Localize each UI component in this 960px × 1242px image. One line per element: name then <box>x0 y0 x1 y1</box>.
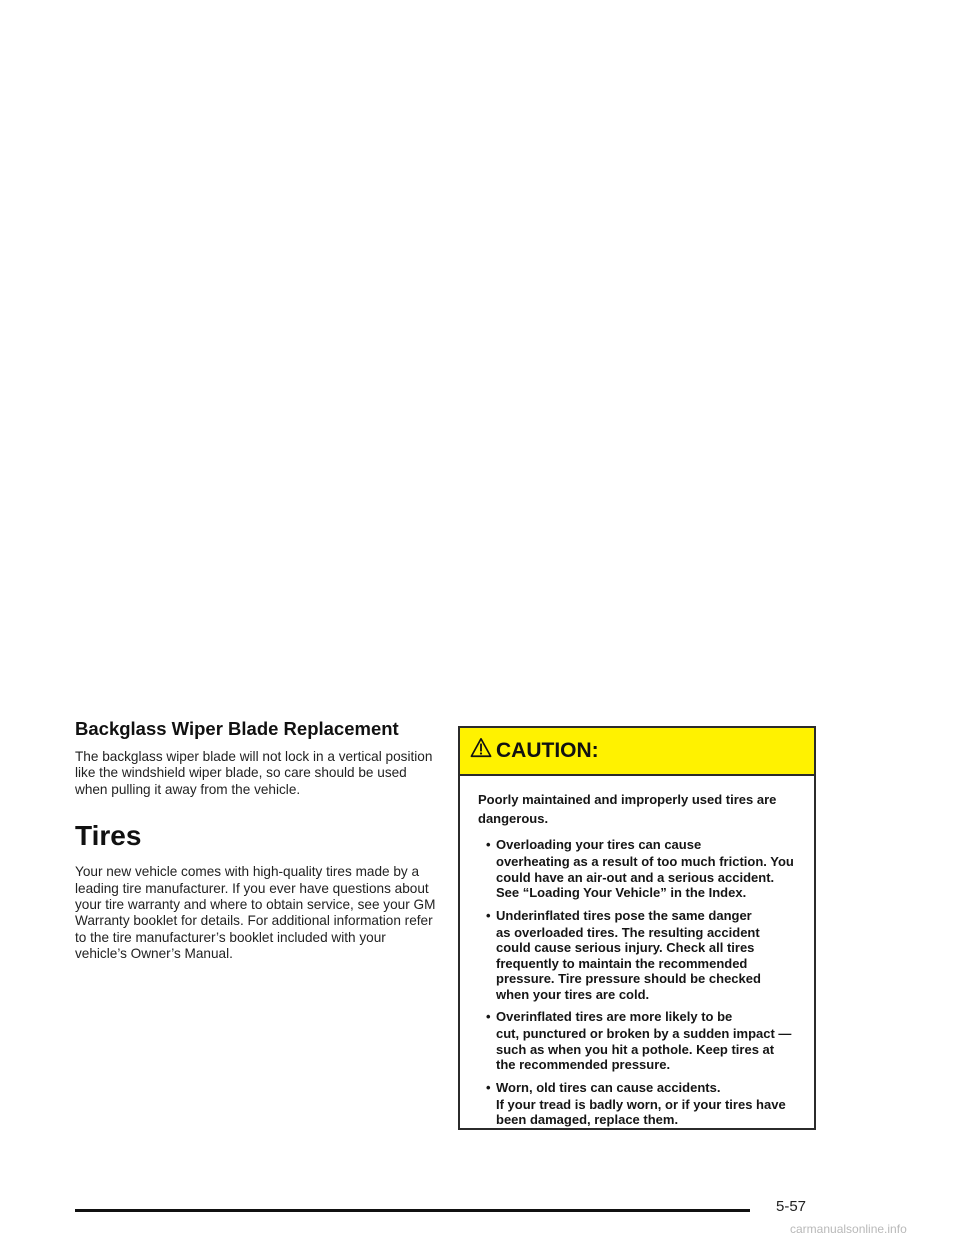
page-number: 5-57 <box>776 1198 807 1215</box>
bullet-icon: • <box>486 1009 491 1024</box>
caution-title: CAUTION: <box>496 739 599 762</box>
caution-item-text: cut, punctured or broken by a sudden impact — such as when you hit a pothole. Keep tires at the recommended pressure. <box>496 1026 792 1072</box>
caution-body <box>460 776 814 1128</box>
caution-item-text: If your tread is badly worn, or if your tires have been damaged, replace them. <box>496 1096 786 1127</box>
caution-item-lead: Overloading your tires can cause <box>496 837 702 852</box>
caution-item-text: as overloaded tires. The resulting accident could cause serious injury. Check all tires frequently to maintain the recommended pressure. Tire pressure should be checked when your tires are cold. <box>496 924 761 1002</box>
bullet-icon: • <box>486 907 491 923</box>
caution-header <box>460 728 814 776</box>
caution-box <box>458 726 816 1130</box>
bullet-icon: • <box>486 837 491 852</box>
left-column <box>75 718 440 963</box>
caution-intro: Poorly maintained and improperly used tires are dangerous. <box>478 792 777 826</box>
backglass-paragraph: The backglass wiper blade will not lock in a vertical position like the windshield wiper blade, so care should be used when pulling it away from the vehicle. <box>75 749 433 797</box>
warning-triangle-icon <box>470 737 492 759</box>
caution-item-lead: Worn, old tires can cause accidents. <box>496 1079 721 1095</box>
caution-item <box>486 1007 796 1073</box>
caution-item <box>486 1078 796 1128</box>
footer-divider <box>75 1209 750 1212</box>
backglass-heading: Backglass Wiper Blade Replacement <box>75 718 399 739</box>
bullet-icon: • <box>486 1079 491 1095</box>
caution-item <box>486 835 796 901</box>
caution-list <box>478 835 796 1128</box>
caution-item-text: overheating as a result of too much friction. You could have an air-out and a serious accident. See “Loading Your Vehicle” in the Index. <box>496 854 794 900</box>
watermark: carmanualsonline.info <box>790 1222 907 1236</box>
caution-item-lead: Overinflated tires are more likely to be <box>496 1009 733 1024</box>
caution-item <box>486 906 796 1003</box>
tires-heading: Tires <box>75 820 142 852</box>
tires-paragraph: Your new vehicle comes with high-quality tires made by a leading tire manufacturer. If you ever have questions about your tire warranty and where to obtain service, see your GM Warranty booklet for details. For additional information refer to the tire manufacturer’s booklet included with your vehicle’s Owner’s Manual. <box>75 864 436 962</box>
caution-item-lead: Underinflated tires pose the same danger <box>496 907 752 923</box>
